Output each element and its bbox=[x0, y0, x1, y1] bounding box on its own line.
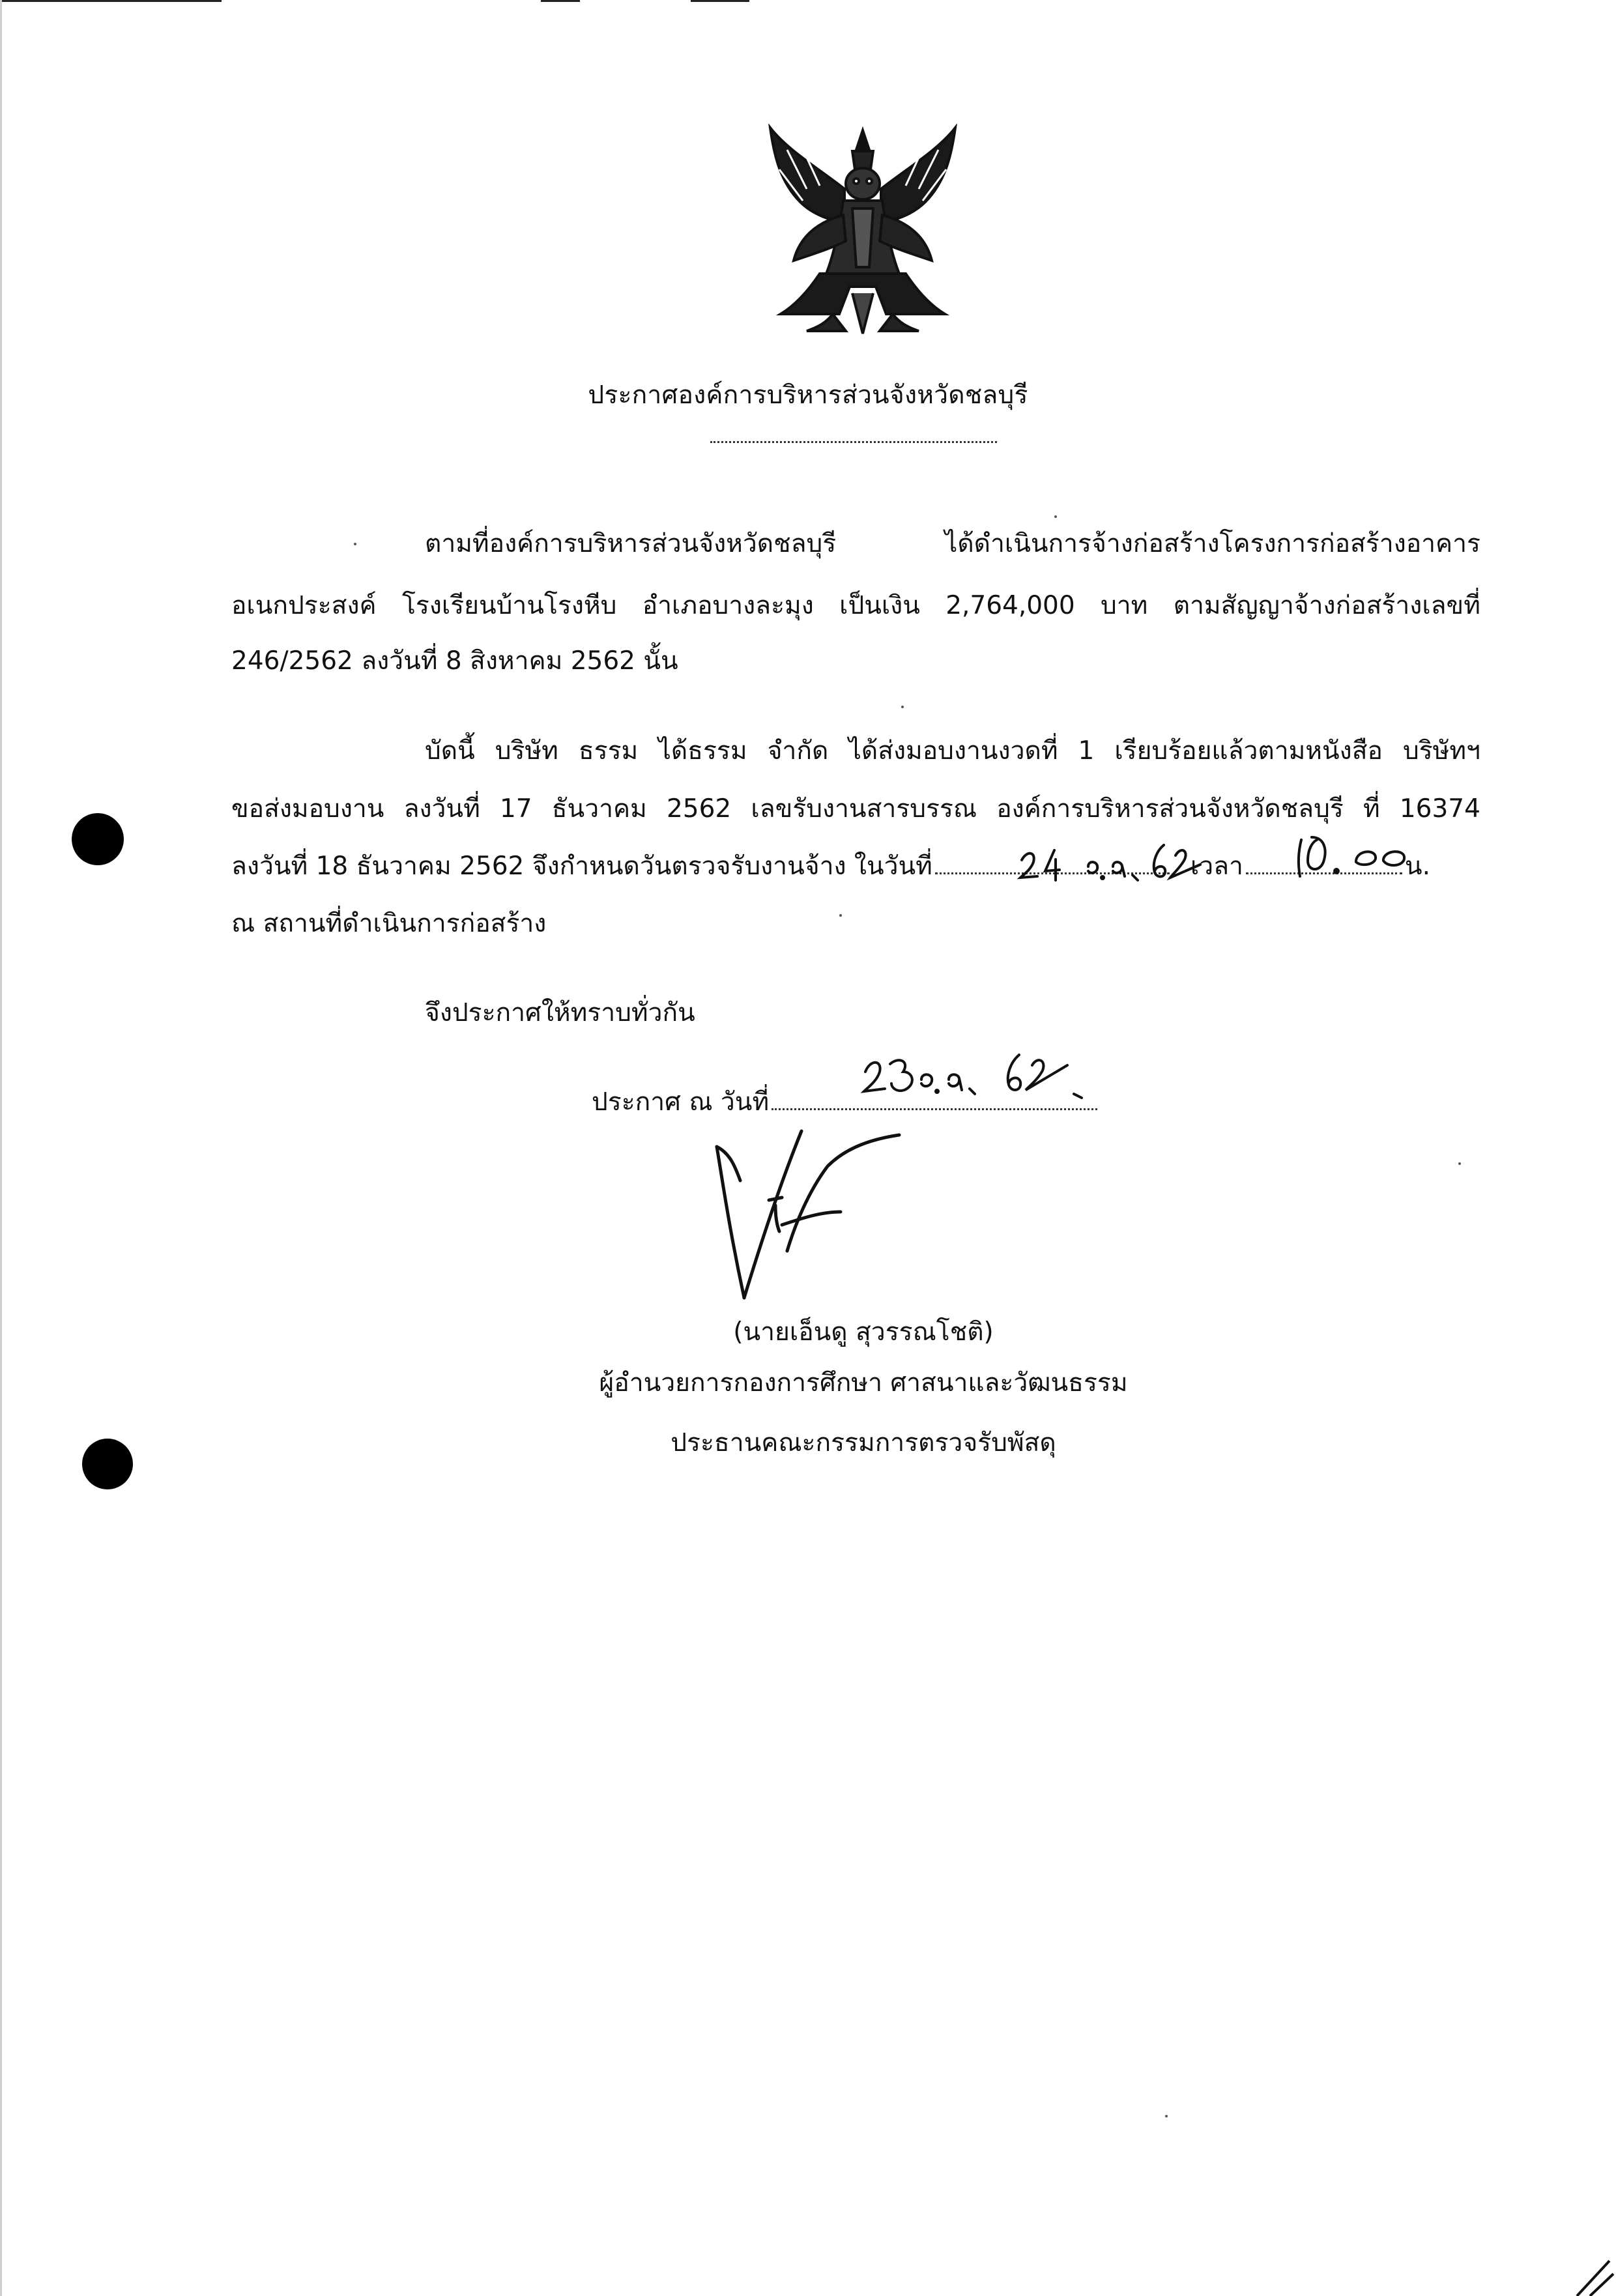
closing-notice: จึงประกาศให้ทราบทั่วกัน bbox=[425, 998, 695, 1027]
text-segment: บริษัทฯ bbox=[1402, 736, 1480, 766]
text-segment: ตามสัญญาจ้างก่อสร้างเลขที่ bbox=[1173, 591, 1480, 620]
paragraph-1-line-1 bbox=[425, 531, 1480, 556]
text-segment: บัดนี้ bbox=[425, 736, 475, 766]
handwritten-signature bbox=[678, 1127, 925, 1303]
text-segment: ธรรม bbox=[578, 736, 639, 766]
text-segment: เลขรับงานสารบรรณ bbox=[751, 794, 977, 824]
text-segment: 1 bbox=[1078, 736, 1095, 766]
text-segment: ลงวันที่ bbox=[403, 794, 480, 824]
announcement-date-label: ประกาศ ณ วันที่ bbox=[592, 1087, 770, 1117]
signatory-name: (นายเอ็นดู สุวรรณโชติ) bbox=[733, 1317, 994, 1347]
paragraph-2-line-3 bbox=[231, 854, 1430, 879]
text-segment: ตามที่องค์การบริหารส่วนจังหวัดชลบุรี bbox=[425, 529, 837, 558]
text-segment: ได้ดำเนินการจ้างก่อสร้างโครงการก่อสร้างอาคาร bbox=[944, 529, 1480, 558]
garuda-emblem bbox=[761, 124, 964, 339]
punch-hole-top bbox=[72, 813, 124, 865]
text-segment: ได้ส่งมอบงานงวดที่ bbox=[848, 736, 1058, 766]
text-segment: เรียบร้อยแล้วตามหนังสือ bbox=[1114, 736, 1383, 766]
handwritten-inspection-date bbox=[1017, 837, 1205, 889]
text-segment: บริษัท bbox=[495, 736, 558, 766]
text-segment: 2562 bbox=[666, 794, 732, 824]
paragraph-2-line-4: ณ สถานที่ดำเนินการก่อสร้าง bbox=[231, 909, 547, 938]
text-segment: อำเภอบางละมุง bbox=[642, 591, 814, 620]
paragraph-1-line-3: 246/2562 ลงวันที่ 8 สิงหาคม 2562 นั้น bbox=[231, 646, 678, 676]
paragraph-2-line-2 bbox=[231, 796, 1480, 822]
text-segment: ธันวาคม bbox=[551, 794, 647, 824]
handwritten-inspection-time bbox=[1293, 831, 1424, 883]
inspection-date-label: ลงวันที่ 18 ธันวาคม 2562 จึงกำหนดวันตรวจรับงานจ้าง ในวันที่ bbox=[231, 852, 932, 881]
page-title: ประกาศองค์การบริหารส่วนจังหวัดชลบุรี bbox=[588, 380, 1028, 410]
text-segment: จำกัด bbox=[767, 736, 829, 766]
time-unit: น. bbox=[1404, 852, 1430, 881]
text-segment: 17 bbox=[499, 794, 532, 824]
text-segment: องค์การบริหารส่วนจังหวัดชลบุรี bbox=[996, 794, 1344, 824]
signatory-position: ผู้อำนวยการกองการศึกษา ศาสนาและวัฒนธรรม bbox=[599, 1368, 1128, 1398]
handwritten-announcement-date bbox=[859, 1046, 1119, 1111]
text-segment: ได้ธรรม bbox=[658, 736, 747, 766]
text-segment: อเนกประสงค์ bbox=[231, 591, 377, 620]
paragraph-2-line-1 bbox=[425, 738, 1480, 764]
text-segment: 16374 bbox=[1399, 794, 1480, 824]
text-segment: ที่ bbox=[1363, 794, 1380, 824]
text-segment: เป็นเงิน bbox=[839, 591, 920, 620]
paragraph-1-line-2 bbox=[231, 593, 1480, 618]
scan-edge-left bbox=[0, 0, 2, 2296]
text-segment: 2,764,000 bbox=[945, 591, 1075, 620]
scan-edge-top bbox=[0, 0, 1616, 4]
inspection-time-label: เวลา bbox=[1190, 852, 1243, 881]
title-underline bbox=[710, 441, 997, 443]
signatory-role: ประธานคณะกรรมการตรวจรับพัสดุ bbox=[671, 1428, 1056, 1457]
text-segment: บาท bbox=[1101, 591, 1148, 620]
text-segment: ขอส่งมอบงาน bbox=[231, 794, 384, 824]
text-segment: โรงเรียนบ้านโรงหีบ bbox=[401, 591, 617, 620]
